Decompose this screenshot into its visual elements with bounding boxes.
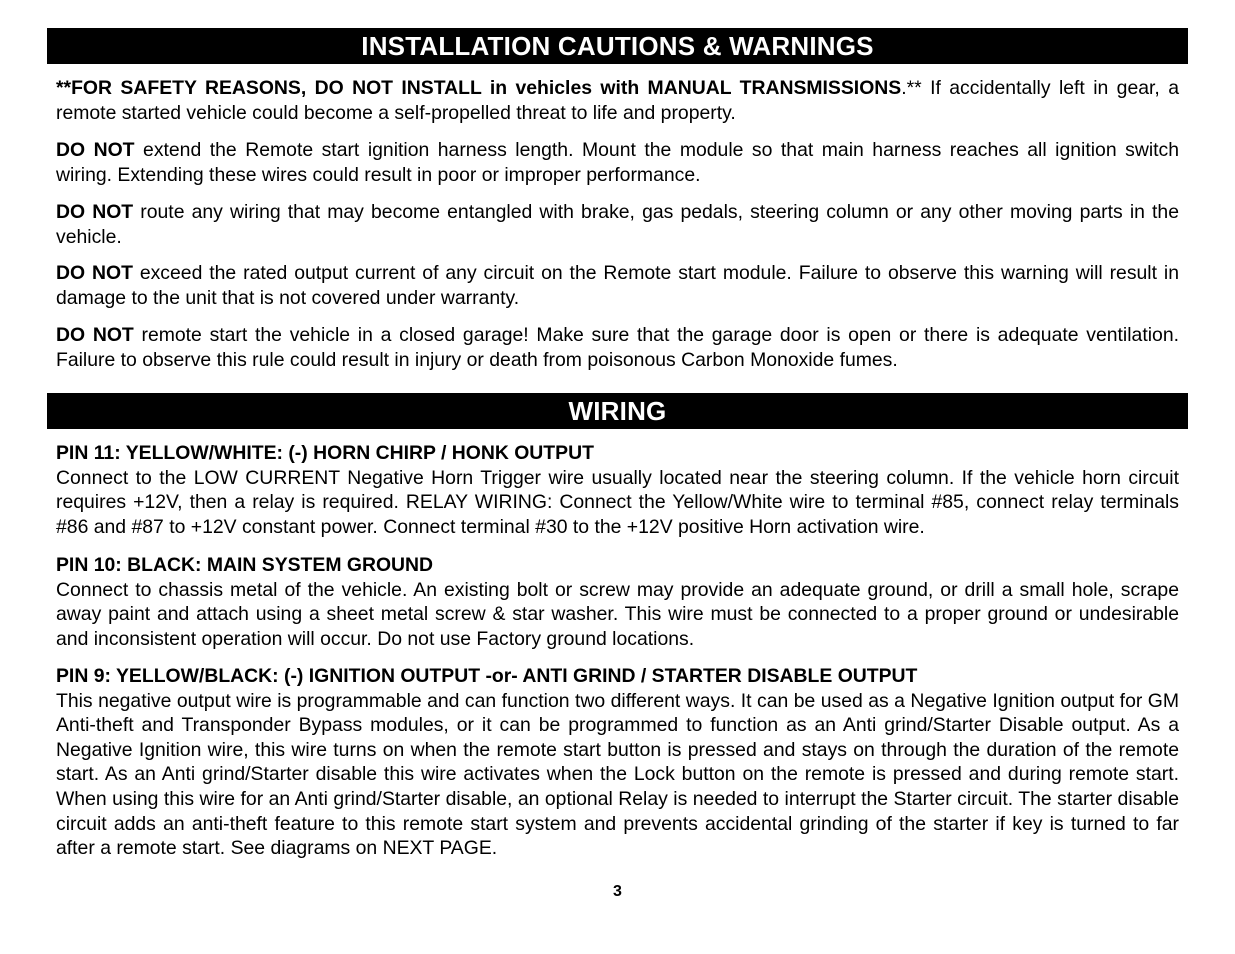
pin-9-text: This negative output wire is programmable and can function two different ways. It can be used as a Negative Ignition output for GM Anti-theft and Transponder Bypass modules, or it can be programmed to function as an Anti grind/Starter Disable output. As a Negative Ignition wire, this wire turns on when the remote start button is pressed and stays on through the duration of the remote start. As an Anti grind/Starter disable this wire activates when the Lock button on the remote is pressed and during remote start. When using this wire for an Anti grind/Starter disable, an optional Relay is needed to interrupt the Starter circuit. The starter disable circuit adds an anti-theft feature to this remote start system and prevents accidental grinding of the starter if key is turned to far after a remote start. See diagrams on NEXT PAGE. <box>56 689 1179 860</box>
caution-lead: **FOR SAFETY REASONS, DO NOT INSTALL in vehicles with MANUAL TRANSMISSIONS <box>56 77 902 99</box>
caution-text: .** If accidentally left in gear, a remote started vehicle could become a self-propelled threat to life and property. <box>56 77 1179 124</box>
caution-paragraph-output-current <box>56 261 1179 310</box>
caution-lead: DO NOT <box>56 324 134 346</box>
caution-lead: DO NOT <box>56 262 133 284</box>
pin-9-description <box>56 664 1179 861</box>
pin-10-text: Connect to chassis metal of the vehicle. An existing bolt or screw may provide an adequate ground, or drill a small hole, scrape away paint and attach using a sheet metal screw & star washer. This wire must be connected to a proper ground or undesirable and inconsistent operation will occur. Do not use Factory ground locations. <box>56 578 1179 650</box>
caution-lead: DO NOT <box>56 201 134 223</box>
caution-text: exceed the rated output current of any circuit on the Remote start module. Failure to observe this warning will result in damage to the unit that is not covered under warranty. <box>56 262 1179 309</box>
pin-10-title: PIN 10: BLACK: MAIN SYSTEM GROUND <box>56 554 434 576</box>
caution-paragraph-manual-transmission <box>56 76 1179 125</box>
wiring-section-header: WIRING <box>47 393 1188 429</box>
caution-text: route any wiring that may become entangled with brake, gas pedals, steering column or any other moving parts in the vehicle. <box>56 201 1179 248</box>
caution-lead: DO NOT <box>56 139 135 161</box>
pin-9-title: PIN 9: YELLOW/BLACK: (-) IGNITION OUTPUT -or- ANTI GRIND / STARTER DISABLE OUTPUT <box>56 665 918 687</box>
caution-paragraph-wiring-entangle <box>56 200 1179 249</box>
caution-text: remote start the vehicle in a closed garage! Make sure that the garage door is open or there is adequate ventilation. Failure to observe this rule could result in injury or death from poisonous Carbon Monoxide fumes. <box>56 324 1179 371</box>
pin-11-text: Connect to the LOW CURRENT Negative Horn Trigger wire usually located near the steering column. If the vehicle horn circuit requires +12V, then a relay is required. RELAY WIRING: Connect the Yellow/White wire to terminal #85, connect relay terminals #86 and #87 to +12V constant power. Connect terminal #30 to the +12V positive Horn activation wire. <box>56 466 1179 538</box>
pin-11-title: PIN 11: YELLOW/WHITE: (-) HORN CHIRP / HONK OUTPUT <box>56 442 594 464</box>
page-number: 3 <box>613 883 622 900</box>
caution-text: extend the Remote start ignition harness length. Mount the module so that main harness reaches all ignition switch wiring. Extending these wires could result in poor or improper performance. <box>56 139 1179 186</box>
caution-paragraph-closed-garage <box>56 323 1179 372</box>
caution-paragraph-harness-length <box>56 138 1179 187</box>
cautions-section-header: INSTALLATION CAUTIONS & WARNINGS <box>47 28 1188 64</box>
pin-10-description <box>56 553 1179 651</box>
pin-11-description <box>56 441 1179 539</box>
